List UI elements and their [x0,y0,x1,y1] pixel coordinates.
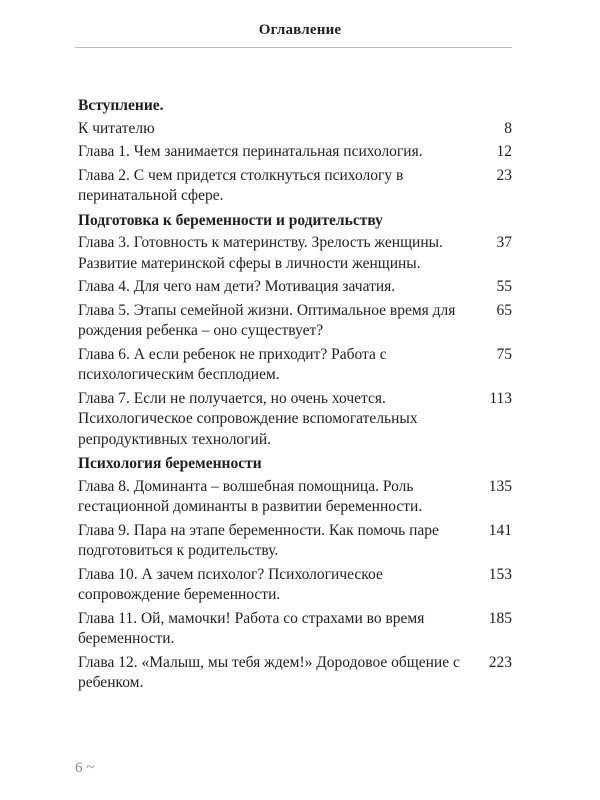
toc-entry[interactable] [78,565,512,606]
toc-entry[interactable] [78,521,512,562]
page-number: 6 ~ [75,760,95,776]
toc-entry[interactable] [78,119,512,140]
toc-entry-title: Глава 1. Чем занимается перинатальная психология. [78,143,423,160]
toc-entry-title: Глава 6. А если ребенок не приходит? Работа с психологическим бесплодием. [78,345,387,383]
toc-entry[interactable] [78,609,512,650]
toc-entry-title: Глава 8. Доминанта – волшебная помощница. Роль гестационной доминанты в развитии беременности. [78,477,423,515]
toc-entry-page: 55 [496,278,512,295]
toc-section-preparation [78,211,512,451]
section-title: Вступление. [78,97,164,114]
section-title: Подготовка к беременности и родительству [78,211,383,229]
toc-entry-title: Глава 3. Готовность к материнству. Зрелость женщины. Развитие материнской сферы в личности женщины. [78,234,443,272]
toc-entry-title: Глава 5. Этапы семейной жизни. Оптимальное время для рождения ребенка – оно существует? [78,301,456,339]
toc-entry-title: Глава 10. А зачем психолог? Психологическое сопровождение беременности. [78,565,383,603]
toc-entry-page: 185 [488,609,512,627]
toc-section-introduction [78,96,512,207]
toc-entry-title: Глава 7. Если не получается, но очень хочется. Психологическое сопровождение вспомогательных репродуктивных технологий. [78,389,418,448]
toc-entry-page: 12 [496,143,512,160]
toc-entry[interactable] [78,233,512,274]
toc-entry[interactable] [78,301,512,342]
toc-entry-page: 135 [488,477,512,495]
table-of-contents [78,92,512,697]
header-divider [75,47,512,48]
page-title: Оглавление [258,22,342,38]
toc-entry[interactable] [78,277,512,298]
section-title: Психология беременности [78,455,262,472]
toc-entry-page: 37 [496,234,512,251]
toc-entry-title: Глава 9. Пара на этапе беременности. Как помочь паре подготовиться к родительству. [78,521,439,559]
toc-entry-page: 141 [488,521,512,539]
toc-entry-page: 65 [496,301,512,319]
toc-entry[interactable] [78,166,512,207]
toc-section-pregnancy-psychology [78,454,512,694]
toc-entry[interactable] [78,653,512,694]
toc-entry-page: 8 [504,119,512,137]
toc-entry[interactable] [78,345,512,386]
toc-entry-page: 153 [488,565,512,583]
toc-entry-page: 23 [496,166,512,184]
toc-entry-page: 223 [488,653,512,671]
toc-entry-title: К читателю [78,119,155,137]
toc-entry[interactable] [78,142,512,163]
toc-entry-title: Глава 2. С чем придется столкнуться психологу в перинатальной сфере. [78,166,404,204]
toc-entry-title: Глава 4. Для чего нам дети? Мотивация зачатия. [78,278,396,295]
toc-entry-title: Глава 12. «Малыш, мы тебя ждем!» Дородовое общение с ребенком. [78,653,460,691]
toc-entry[interactable] [78,477,512,518]
toc-entry[interactable] [78,389,512,451]
toc-entry-title: Глава 11. Ой, мамочки! Работа со страхами во время беременности. [78,609,425,647]
toc-entry-page: 75 [496,345,512,363]
toc-entry-page: 113 [489,389,512,407]
